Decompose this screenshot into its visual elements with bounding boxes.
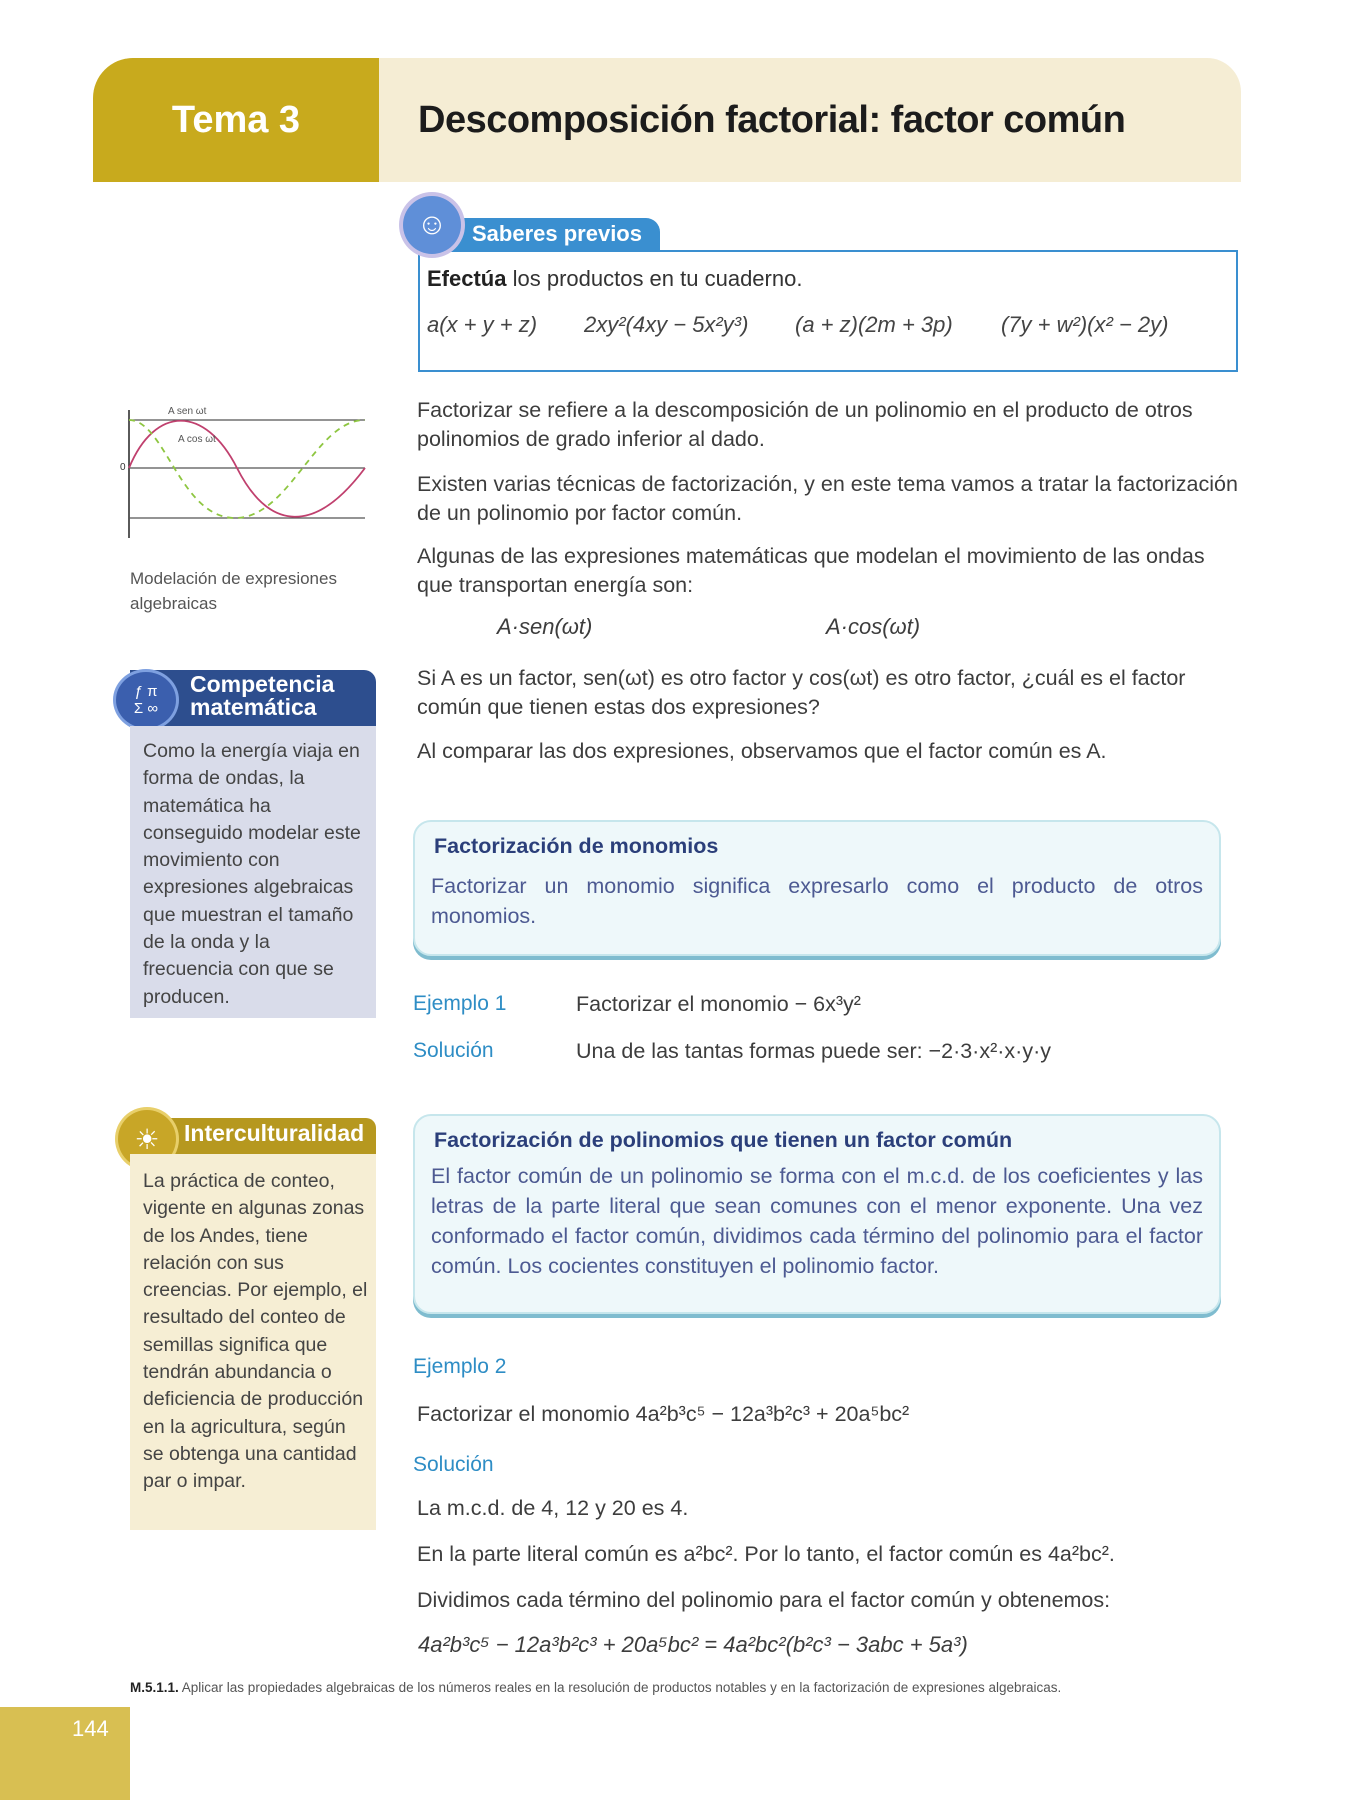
andean-figure-icon: ☀ <box>118 1110 176 1168</box>
competencia-title <box>190 673 334 719</box>
competencia-title-1: Competencia <box>190 671 335 697</box>
solucion-2-line3: Dividimos cada término del polinomio para el factor común y obtenemos: <box>417 1588 1111 1612</box>
polinomios-concept-box <box>413 1114 1221 1314</box>
paragraph-2: Existen varias técnicas de factorización, y en este tema vamos a tratar la factorización de un polinomio por factor común. <box>417 472 1238 525</box>
instruction-verb: Efectúa <box>427 266 507 291</box>
ejemplo-1-text: Factorizar el monomio − 6x³y² <box>576 992 861 1016</box>
saberes-previos-label: Saberes previos <box>472 221 642 246</box>
standard-text: Aplicar las propiedades algebraicas de los números reales en la resolución de productos notables y en la factorización de expresiones algebraicas. <box>178 1680 1062 1695</box>
competencia-text: Como la energía viaja en forma de ondas, la matemática ha conseguido modelar este movimiento con expresiones algebraicas que muestran el tamaño de la onda y la frecuencia con que se producen. <box>130 726 376 1018</box>
figure-caption: Modelación de expresiones algebraicas <box>130 569 337 613</box>
monomios-title: Factorización de monomios <box>434 834 719 858</box>
standard-code: M.5.1.1. <box>130 1680 179 1695</box>
interculturalidad-title: Interculturalidad <box>184 1120 365 1146</box>
wave-graph <box>125 405 370 545</box>
label-cos: A cos ωt <box>178 434 216 445</box>
ejemplo-2-label: Ejemplo 2 <box>413 1355 507 1378</box>
monomios-text: Factorizar un monomio significa expresarlo como el producto de otros monomios. <box>431 874 1203 928</box>
curriculum-standard <box>130 1680 1061 1695</box>
tema-label: Tema 3 <box>171 98 301 141</box>
page-number-box <box>0 1707 130 1800</box>
solucion-1-label: Solución <box>413 1039 494 1062</box>
solucion-1-text: Una de las tantas formas puede ser: −2·3·x²·x·y·y <box>576 1039 1051 1063</box>
expr-4: (7y + w²)(x² − 2y) <box>1001 312 1169 337</box>
interculturalidad-text: La práctica de conteo, vigente en algunas zonas de los Andes, tiene relación con sus creencias. Por ejemplo, el resultado del conteo de semillas significa que tendrán abundancia o deficiencia de producción en la agricultura, según se obtenga una cantidad par o impar. <box>130 1154 376 1530</box>
paragraph-1: Factorizar se refiere a la descomposición de un polinomio en el producto de otros polinomios de grado inferior al dado. <box>417 398 1193 451</box>
expr-2: 2xy²(4xy − 5x²y³) <box>584 312 749 337</box>
paragraph-5: Al comparar las dos expresiones, observamos que el factor común es A. <box>417 739 1107 763</box>
brain-head-icon: ☺ <box>403 196 461 254</box>
paragraph-3: Algunas de las expresiones matemáticas que modelan el movimiento de las ondas que transportan energía son: <box>417 544 1205 597</box>
solucion-2-line2: En la parte literal común es a²bc². Por lo tanto, el factor común es 4a²bc². <box>417 1542 1115 1566</box>
saberes-instruction <box>427 266 802 292</box>
math-symbols-icon: ƒ π Σ ∞ <box>116 672 176 728</box>
paragraph-4: Si A es un factor, sen(ωt) es otro factor y cos(ωt) es otro factor, ¿cuál es el factor común que tienen estas dos expresiones? <box>417 666 1186 719</box>
page-title: Descomposición factorial: factor común <box>418 98 1126 141</box>
label-sin: A sen ωt <box>168 406 207 417</box>
expr-sin: A·sen(ωt) <box>497 614 593 639</box>
origin-label: 0 <box>120 462 126 473</box>
solucion-2-result: 4a²b³c⁵ − 12a³b²c³ + 20a⁵bc² = 4a²bc²(b²c³ − 3abc + 5a³) <box>418 1632 968 1657</box>
solucion-2-label: Solución <box>413 1453 494 1476</box>
saberes-previos-tab <box>450 218 660 250</box>
competencia-title-2: matemática <box>190 694 317 720</box>
instruction-rest: los productos en tu cuaderno. <box>506 266 803 291</box>
ejemplo-2-text: Factorizar el monomio 4a²b³c⁵ − 12a³b²c³ + 20a⁵bc² <box>417 1402 910 1426</box>
expr-cos: A·cos(ωt) <box>826 614 921 639</box>
solucion-2-line1: La m.c.d. de 4, 12 y 20 es 4. <box>417 1496 689 1520</box>
ejemplo-1-label: Ejemplo 1 <box>413 992 507 1015</box>
polinomios-text: El factor común de un polinomio se forma con el m.c.d. de los coeficientes y las letras de la parte literal que sean comunes con el menor exponente. Una vez conformado el factor común, dividimos cada término del polinomio para el factor común. Los cocientes constituyen el polinomio factor. <box>431 1164 1203 1278</box>
expr-1: a(x + y + z) <box>427 312 538 337</box>
polinomios-title: Factorización de polinomios que tienen un factor común <box>434 1128 1013 1152</box>
expr-3: (a + z)(2m + 3p) <box>795 312 953 337</box>
page-number: 144 <box>72 1716 109 1741</box>
monomios-concept-box <box>413 820 1221 956</box>
